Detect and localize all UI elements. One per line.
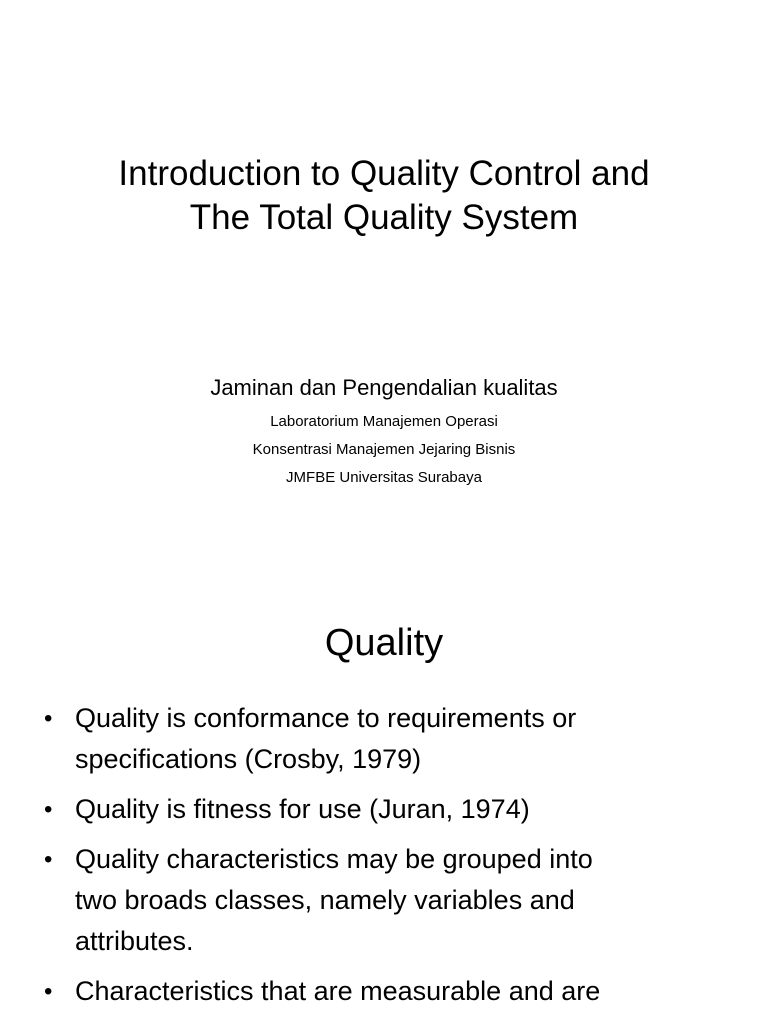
bullet-text	[75, 971, 748, 1012]
bullet-icon: •	[44, 846, 53, 873]
content-slide	[0, 576, 768, 1024]
bullet-line: Quality characteristics may be grouped into	[75, 844, 593, 874]
bullet-item	[0, 971, 768, 1012]
org-line-university: JMFBE Universitas Surabaya	[286, 469, 482, 486]
bullet-line: specifications (Crosby, 1979)	[75, 744, 422, 774]
slide-title	[0, 152, 768, 240]
bullet-item	[0, 789, 768, 830]
bullet-line: Quality is conformance to requirements or	[75, 703, 577, 733]
slide-title-line-2: The Total Quality System	[189, 198, 579, 237]
bullet-icon: •	[44, 978, 53, 1005]
bullet-text	[75, 839, 748, 962]
bullet-line: Characteristics that are measurable and are	[75, 976, 601, 1006]
org-line-concentration: Konsentrasi Manajemen Jejaring Bisnis	[252, 441, 516, 458]
slide-subtitle: Jaminan dan Pengendalian kualitas	[210, 375, 558, 400]
bullet-item	[0, 839, 768, 962]
bullet-line: attributes.	[75, 926, 194, 956]
bullet-item	[0, 698, 768, 780]
bullet-text	[75, 698, 748, 780]
slide-title-line-1: Introduction to Quality Control and	[118, 154, 650, 193]
slide-heading: Quality	[324, 622, 444, 664]
bullet-list	[0, 698, 768, 1021]
bullet-line: two broads classes, namely variables and	[75, 885, 575, 915]
bullet-line: Quality is fitness for use (Juran, 1974)	[75, 794, 530, 824]
org-line-lab: Laboratorium Manajemen Operasi	[270, 413, 498, 430]
bullet-text	[75, 789, 748, 830]
bullet-icon: •	[44, 705, 53, 732]
bullet-icon: •	[44, 796, 53, 823]
